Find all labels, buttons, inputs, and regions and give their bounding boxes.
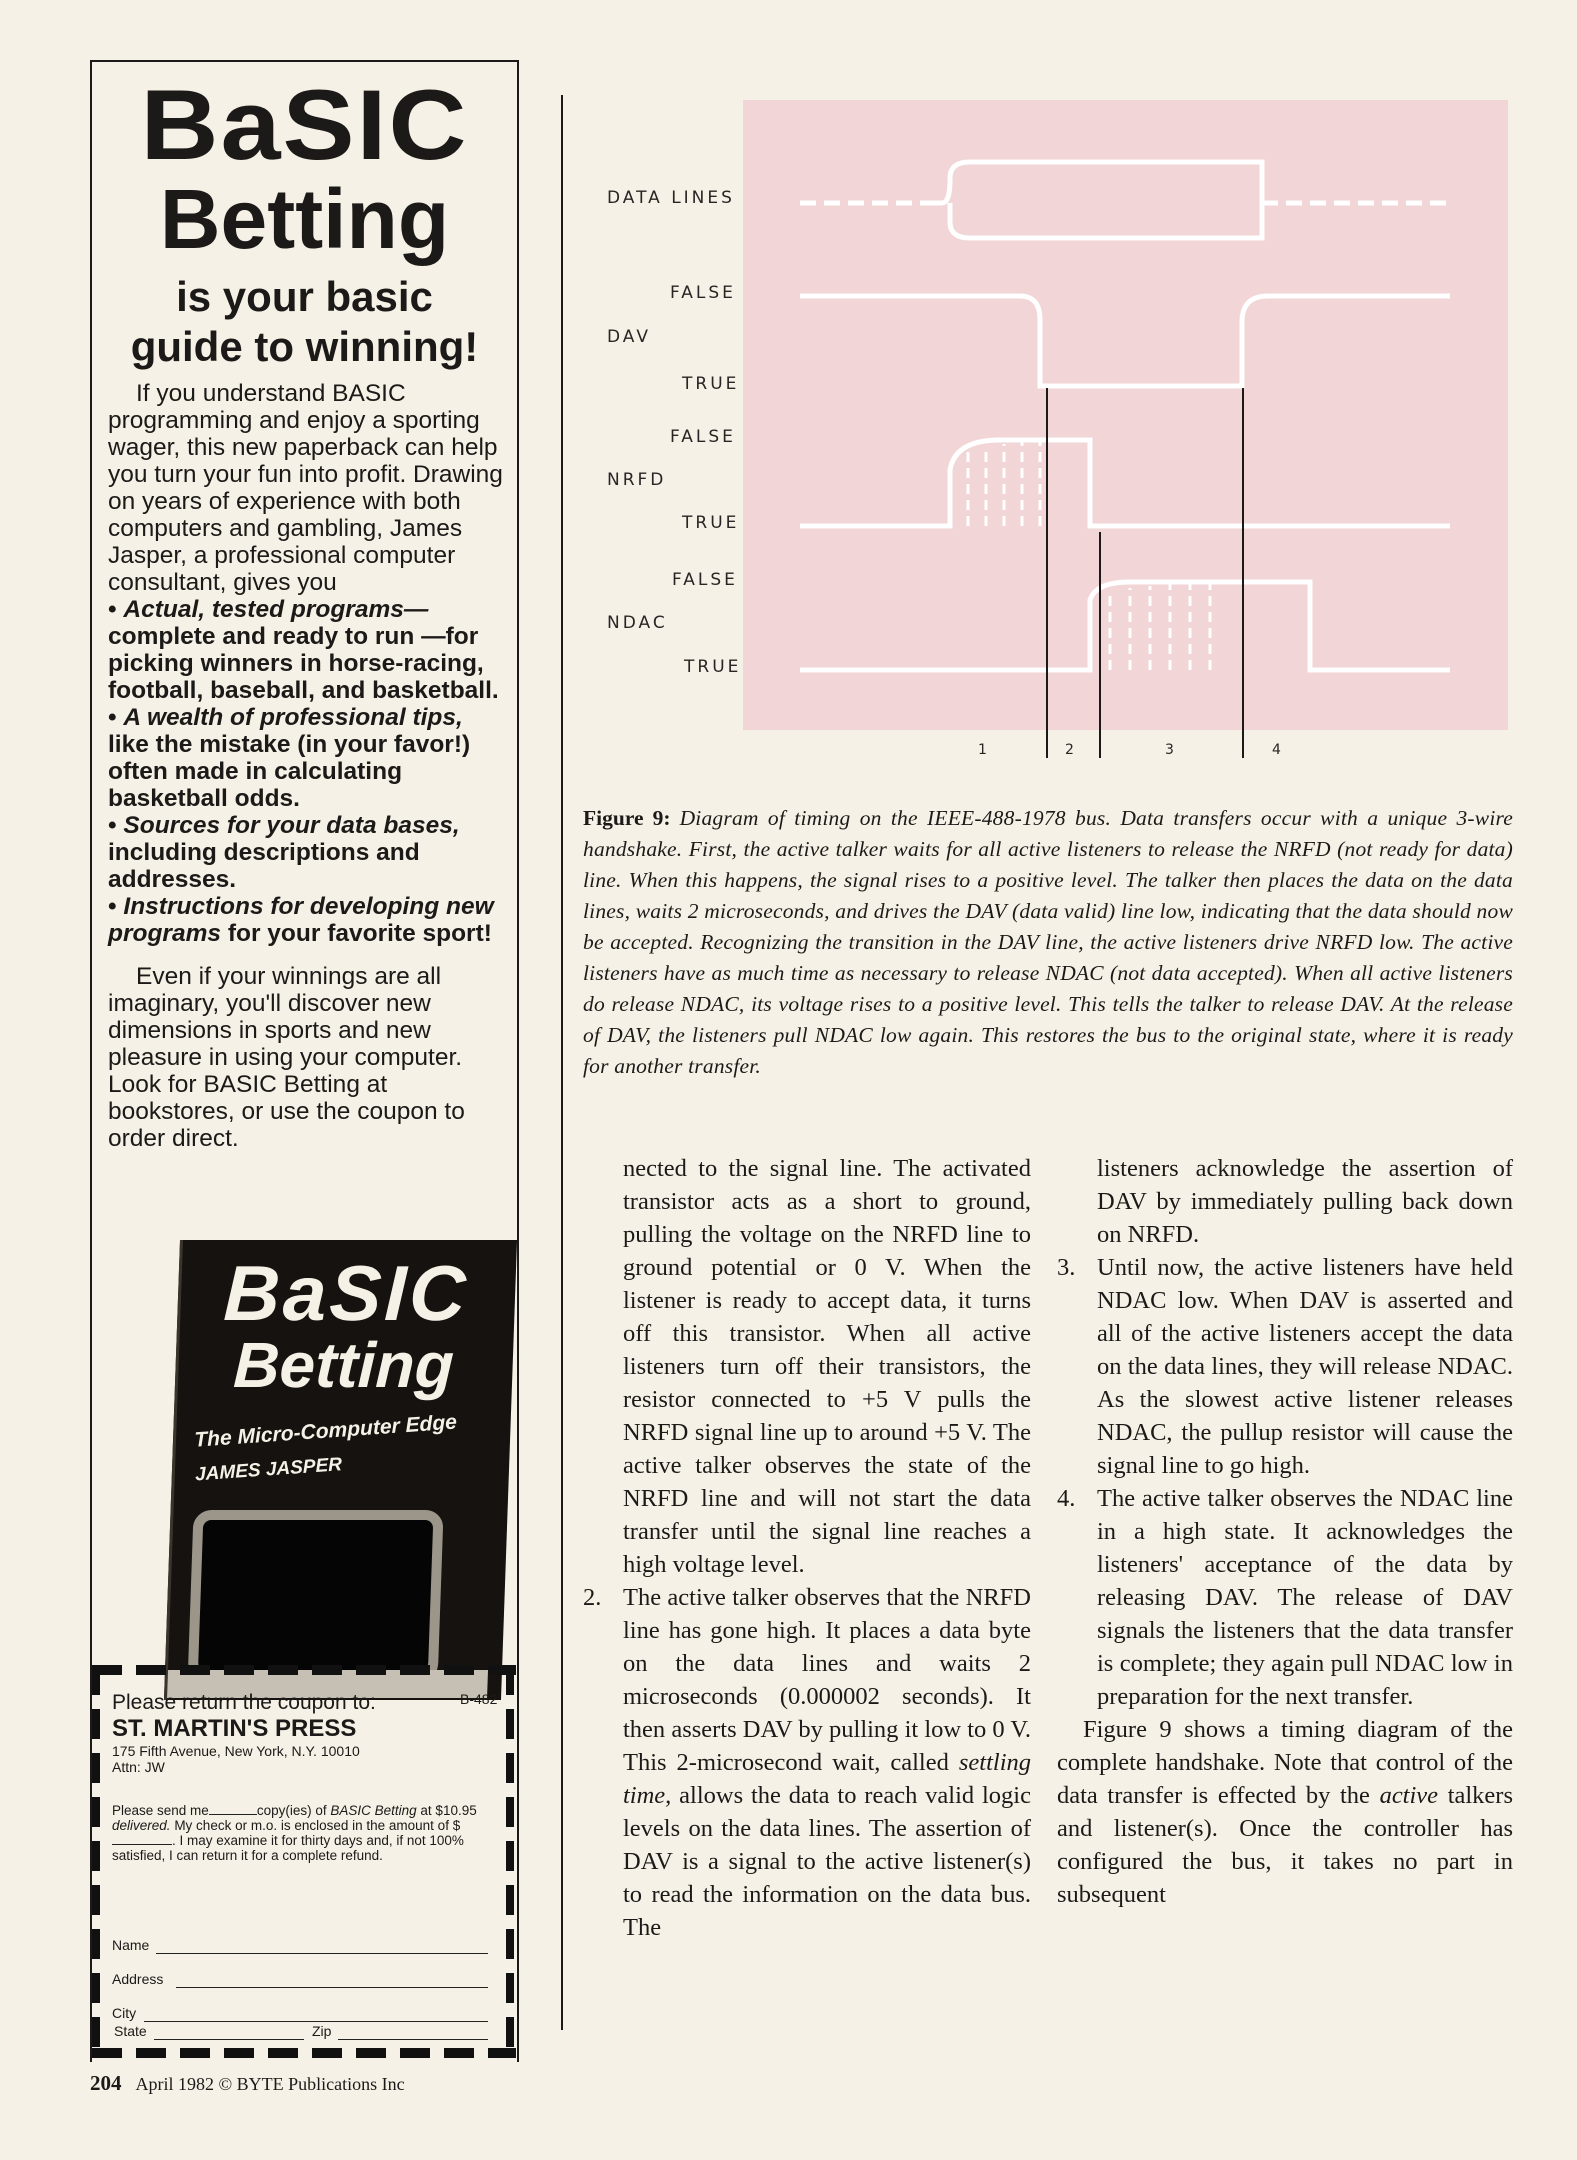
ad-bullet-em: Instructions for developing new programs — [108, 893, 494, 947]
article-column-2 — [1057, 1152, 1513, 1911]
list-text: Until now, the active listeners have held NDAC low. When DAV is asserted and all of the active listeners accept the data on the data lines, they will release NDAC. As the slowest active listener releases NDAC, the pullup resistor will cause the signal line to go high. — [1097, 1254, 1513, 1479]
coupon-order-text — [112, 1803, 492, 1863]
tick-1: 1 — [978, 742, 987, 758]
coupon-zip-label: Zip — [312, 2023, 332, 2039]
order-text-b: copy(ies) of — [256, 1803, 327, 1818]
tick-2: 2 — [1065, 742, 1074, 758]
ad-bullet: • Actual, tested programs— complete and ready to run —for picking winners in horse-racing, football, baseball, and basketball. — [108, 596, 499, 704]
list-item-2 — [583, 1581, 1031, 1944]
tick-3: 3 — [1165, 742, 1174, 758]
order-text-a: Please send me — [112, 1803, 209, 1818]
coupon-state-label: State — [114, 2023, 147, 2039]
ad-bullet-text: for your favorite sport! — [227, 920, 492, 947]
address-field[interactable] — [176, 1987, 488, 1988]
list-text-b: allows the data to reach valid logic levels on the data lines. The assertion of DAV is a signal to the active listener(s) to read the information on the data bus. The — [623, 1782, 1031, 1941]
paragraph-continued: nected to the signal line. The activated transistor acts as a short to ground, pulling the voltage on the NRFD line to ground potential or 0 V. When the listener is ready to accept data, it turns off this transistor. When all active listeners turn off their transistors, the resistor connected to +5 V pulls the NRFD signal line up to around +5 V. The active talker observes the state of the NRFD line and will not start the data transfer until the signal line reaches a high voltage level. — [623, 1155, 1031, 1578]
book-title-basic: BaSIC — [222, 1249, 471, 1337]
coupon-border-bottom — [92, 2048, 516, 2058]
article-column-1 — [583, 1152, 1031, 1944]
list-text-a: The active talker observes that the NRFD line has gone high. It places a data byte on the data lines and waits 2 microseconds (0.000002 seconds). It then asserts DAV by pulling it low to 0 V. This 2-microsecond wait, called — [623, 1584, 1031, 1776]
coupon-border-right — [506, 1665, 514, 2058]
ndac-transition-lines — [1110, 584, 1210, 670]
coupon-publisher: ST. MARTIN'S PRESS — [112, 1715, 357, 1742]
list-number: 3. — [1057, 1254, 1076, 1281]
list-item-3 — [1057, 1251, 1513, 1482]
copies-blank[interactable] — [209, 1814, 257, 1815]
ad-headline-line2: guide to winning! — [130, 323, 479, 370]
ndac-waveform — [800, 582, 1450, 670]
ad-bullet: • Sources for your data bases, including descriptions and addresses. — [108, 812, 460, 893]
order-text-e: . I may examine it for thirty days and, if not 100% satisfied, I can return it for a complete refund. — [112, 1833, 464, 1863]
ad-bullet-em: Sources for your data bases, — [123, 812, 460, 839]
ad-bullet: • A wealth of professional tips, like the mistake (in your favor!) often made in calculating basketball odds. — [108, 704, 471, 812]
nrfd-transition-lines — [968, 442, 1040, 526]
ad-title-betting: Betting — [159, 172, 450, 266]
final-text-em: active — [1379, 1782, 1439, 1809]
coupon-address-line2: Attn: JW — [112, 1759, 165, 1775]
list-number: 4. — [1057, 1485, 1076, 1512]
city-field[interactable] — [144, 2021, 488, 2022]
nrfd-waveform — [800, 440, 1450, 526]
list-text: The active talker observes the NDAC line in a high state. It acknowledges the listeners' acceptance of the data by releasing DAV. The release of DAV signals the listeners that the data transfer is complete; they again pull NDAC low in preparation for the next transfer. — [1097, 1485, 1513, 1710]
issue-line: April 1982 © BYTE Publications Inc — [135, 2074, 405, 2094]
ad-closing: Even if your winnings are all imaginary, you'll discover new dimensions in sports and new pleasure in using your computer. Look for BASIC Betting at bookstores, or use the coupon to order direct. — [108, 963, 465, 1152]
list-text-em: settling time, — [623, 1749, 1031, 1809]
nrfd-false-label: FALSE — [670, 427, 736, 447]
nrfd-true-label: TRUE — [682, 513, 740, 533]
book-cover-image — [164, 1240, 517, 1700]
list-number: 2. — [583, 1584, 602, 1611]
caption-label: Figure 9: — [583, 806, 671, 830]
paragraph-final — [1057, 1713, 1513, 1911]
final-text-a: Figure 9 shows a timing diagram of the complete handshake. Note that control of the data transfer is effected by the — [1057, 1716, 1513, 1809]
coupon-address-line1: 175 Fifth Avenue, New York, N.Y. 10010 — [112, 1743, 360, 1759]
list-item-2-continued: listeners acknowledge the assertion of DAV by immediately pulling back down on NRFD. — [1097, 1155, 1513, 1248]
label-dav: DAV — [607, 327, 651, 347]
ad-bullet-text: including descriptions and addresses. — [108, 839, 420, 893]
ad-bullet-text: like the mistake (in your favor!) often made in calculating basketball odds. — [108, 731, 471, 812]
ndac-true-label: TRUE — [684, 657, 742, 677]
computer-monitor-icon — [187, 1510, 443, 1690]
book-subtitle: The Micro-Computer Edge — [193, 1410, 458, 1452]
name-field[interactable] — [156, 1953, 488, 1954]
order-text-d: My check or m.o. is enclosed in the amount of $ — [174, 1818, 461, 1833]
book-title-betting: Betting — [232, 1329, 456, 1401]
coupon-code: B-482 — [460, 1691, 498, 1707]
tick-4: 4 — [1272, 742, 1281, 758]
dav-waveform — [800, 296, 1450, 386]
ad-intro: If you understand BASIC programming and enjoy a sporting wager, this new paperback can help you turn your fun into profit. Drawing on years of experience with both computers and gambling, James Jasper, a professional computer consultant, gives you — [108, 380, 503, 596]
ndac-false-label: FALSE — [672, 570, 738, 590]
coupon-address — [112, 1743, 360, 1775]
label-data-lines: DATA LINES — [607, 188, 735, 208]
ad-bullet: • Instructions for developing new programs for your favorite sport! — [108, 893, 494, 947]
ad-headline-line1: is your basic — [176, 273, 433, 320]
list-item-4 — [1057, 1482, 1513, 1713]
page-footer — [90, 2071, 405, 2096]
order-text-c: at $10.95 — [420, 1803, 477, 1818]
label-nrfd: NRFD — [607, 470, 667, 490]
page-number: 204 — [90, 2071, 122, 2095]
ad-bullet-em: A wealth of professional tips, — [123, 704, 463, 731]
final-text-b: talkers and listener(s). Once the controller has configured the bus, it takes no part in subsequent — [1057, 1782, 1513, 1908]
zip-field[interactable] — [338, 2039, 488, 2040]
coupon-border-top — [92, 1665, 516, 1675]
ad-title-basic: BaSIC — [140, 68, 469, 181]
caption-text: Diagram of timing on the IEEE-488-1978 bus. Data transfers occur with a unique 3-wire handshake. First, the active talker waits for all active listeners to release the NRFD (not ready for data) line. When this happens, the signal rises to a positive level. The talker then places the data on the data lines, waits 2 microseconds, and drives the DAV (data valid) line low, indicating that the data should now be accepted. Recognizing the transition in the DAV line, the active listeners drive NRFD low. The active listeners have as much time as necessary to release NDAC (not data accepted). When all active listeners do release NDAC, its voltage rises to a positive level. This tells the talker to release DAV. At the release of DAV, the listeners pull NDAC low again. This restores the bus to the original state, where it is ready for another transfer. — [583, 806, 1514, 1078]
book-author: JAMES JASPER — [194, 1454, 343, 1486]
data-lines-valid-window — [930, 162, 1262, 238]
coupon-name-label: Name — [112, 1937, 150, 1953]
order-book-title: BASIC Betting — [330, 1803, 417, 1818]
dav-true-label: TRUE — [682, 374, 740, 394]
list-text — [623, 1581, 1031, 1944]
timing-diagram — [0, 0, 1577, 780]
coupon-city-label: City — [112, 2005, 137, 2021]
figure-caption — [583, 803, 1513, 1082]
ad-bullet-text: complete and ready to run —for picking winners in horse-racing, football, baseball, and basketball. — [108, 623, 499, 704]
order-delivered: delivered. — [112, 1818, 171, 1833]
coupon-border-left — [92, 1665, 100, 2058]
state-field[interactable] — [154, 2039, 304, 2040]
coupon-address-label: Address — [112, 1971, 164, 1987]
label-ndac: NDAC — [607, 613, 668, 633]
dav-false-label: FALSE — [670, 283, 736, 303]
ad-bullet-em: Actual, tested programs— — [123, 596, 429, 623]
amount-blank[interactable] — [112, 1844, 172, 1845]
order-coupon — [92, 1665, 516, 2060]
coupon-lead: Please return the coupon to: — [112, 1691, 376, 1714]
